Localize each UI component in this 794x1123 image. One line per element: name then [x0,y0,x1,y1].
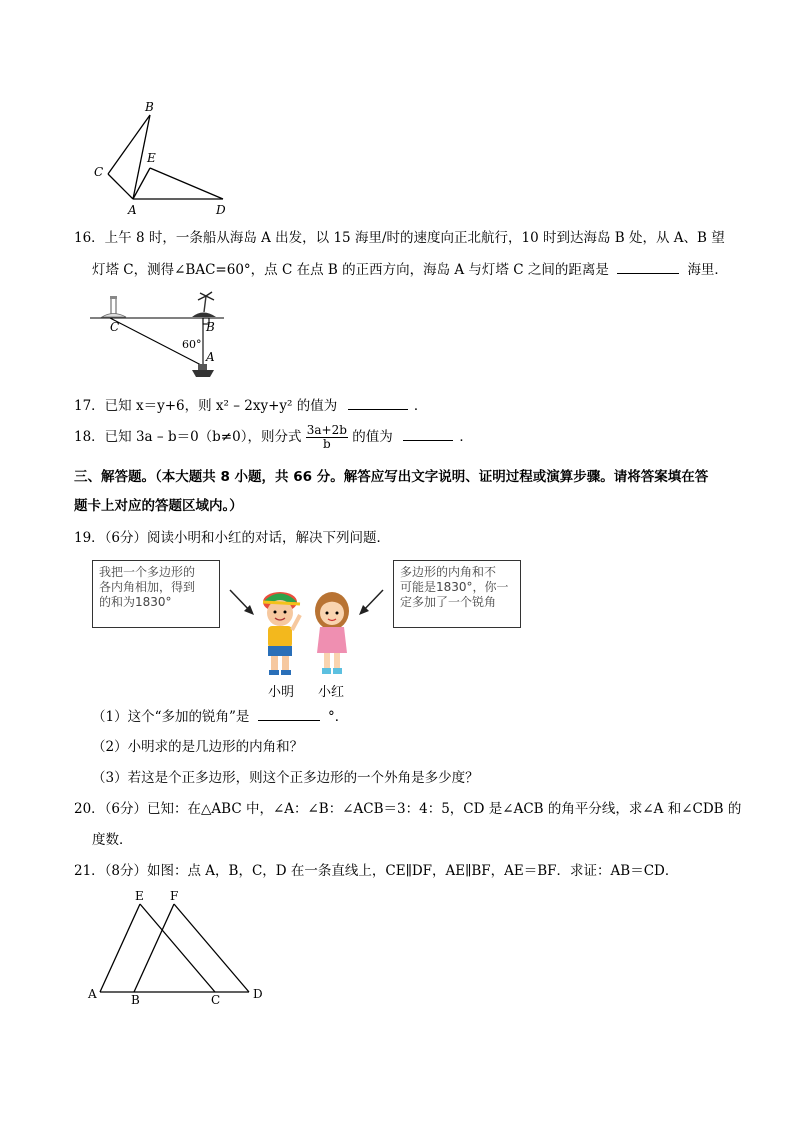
q19-part2: （2）小明求的是几边形的内角和？ [92,739,304,755]
segment-EC [140,904,215,992]
q19-part1-text: （1）这个“多加的锐角”是 [92,709,250,725]
boy-icon [263,592,300,675]
bubble-left-line3: 的和为1830° [99,595,172,609]
bubble-right-line1: 多边形的内角和不 [400,565,497,579]
q18-text2: 的值为 [352,429,393,445]
label-A: A [206,350,215,364]
label-C: C [94,165,104,179]
segment-CA [108,174,133,199]
name-xiaoming: 小明 [268,685,295,700]
q19-part3: （3）若这是个正多边形，则这个正多边形的一个外角是多少度？ [92,770,479,786]
name-xiaohong: 小红 [318,685,345,700]
label-B: B [206,320,215,334]
bubble-right-line3: 定多加了一个锐角 [400,595,497,609]
q19-part1-answer-blank[interactable] [258,706,320,721]
q16-line2-unit: 海里． [687,262,728,278]
q15-figure [88,98,238,220]
q18-answer-blank[interactable] [403,426,453,441]
q18-numerator: 3a+2b [306,423,347,437]
q19-part1-unit: °． [328,709,349,725]
q18-line [74,424,473,451]
q21-figure [86,886,271,1006]
q18-fraction [306,424,348,451]
q18-denominator: b [323,437,331,451]
bubble-left-line2: 各内角相加，得到 [99,580,196,594]
q18-text: 18．已知 3a – b＝0（b≠0），则分式 [74,429,302,445]
island-icon [192,292,216,317]
ship-icon [192,364,214,377]
q21-line: 21．（8分）如图：点 A，B，C，D 在一条直线上，CE∥DF，AE∥BF，AE＝BF．求证：AB＝CD． [74,863,679,879]
q17-end: ． [413,398,428,414]
section3-line1: 三、解答题。（本大题共 8 小题，共 66 分。解答应写出文字说明、证明过程或演算步骤。请将答案填在答 [74,469,709,485]
q19-title: 19．（6分）阅读小明和小红的对话，解决下列问题． [74,530,391,546]
label-B: B [145,100,154,114]
girl-icon [315,592,349,674]
label-D: D [216,203,226,217]
q16-answer-blank[interactable] [617,259,679,274]
q18-end: ． [459,429,473,445]
q16-figure [88,290,238,382]
q17-line [74,395,427,416]
label-A: A [88,987,97,1001]
label-A: A [128,203,137,217]
q19-part1 [92,706,348,727]
label-C: C [211,993,221,1006]
speech-bubble-xiaohong [393,560,521,628]
q16-line2 [92,259,728,280]
q19-illustration [220,575,395,685]
section3-line2: 题卡上对应的答题区域内。） [74,498,243,514]
q20-line2: 度数． [92,832,133,848]
label-B: B [131,993,140,1006]
label-E: E [147,151,156,165]
speech-bubble-xiaoming [92,560,220,628]
label-E: E [135,889,144,903]
q16-line1: 16．上午 8 时，一条船从海岛 A 出发，以 15 海里/时的速度向正北航行，10 时到达海岛 B 处，从 A、B 望 [74,230,725,246]
label-F: F [170,889,179,903]
segment-FD [174,904,249,992]
q17-text: 17．已知 x＝y+6，则 x² – 2xy+y² 的值为 [74,398,338,414]
angle-label: 60° [182,338,202,351]
q17-answer-blank[interactable] [348,395,408,410]
label-D: D [253,987,263,1001]
bubble-right-line2: 可能是1830°，你一 [400,580,509,594]
segment-ED [150,168,223,199]
segment-AE [100,904,140,992]
label-C: C [110,320,120,334]
segment-BF [134,904,174,992]
q16-line2-text: 灯塔 C，测得∠BAC=60°，点 C 在点 B 的正西方向，海岛 A 与灯塔 C 之间的距离是 [92,262,609,278]
q20-line1: 20．（6分）已知：在△ABC 中，∠A：∠B：∠ACB＝3：4：5，CD 是∠ACB 的角平分线，求∠A 和∠CDB 的 [74,801,742,817]
lighthouse-icon [102,296,126,317]
bubble-left-line1: 我把一个多边形的 [99,565,196,579]
